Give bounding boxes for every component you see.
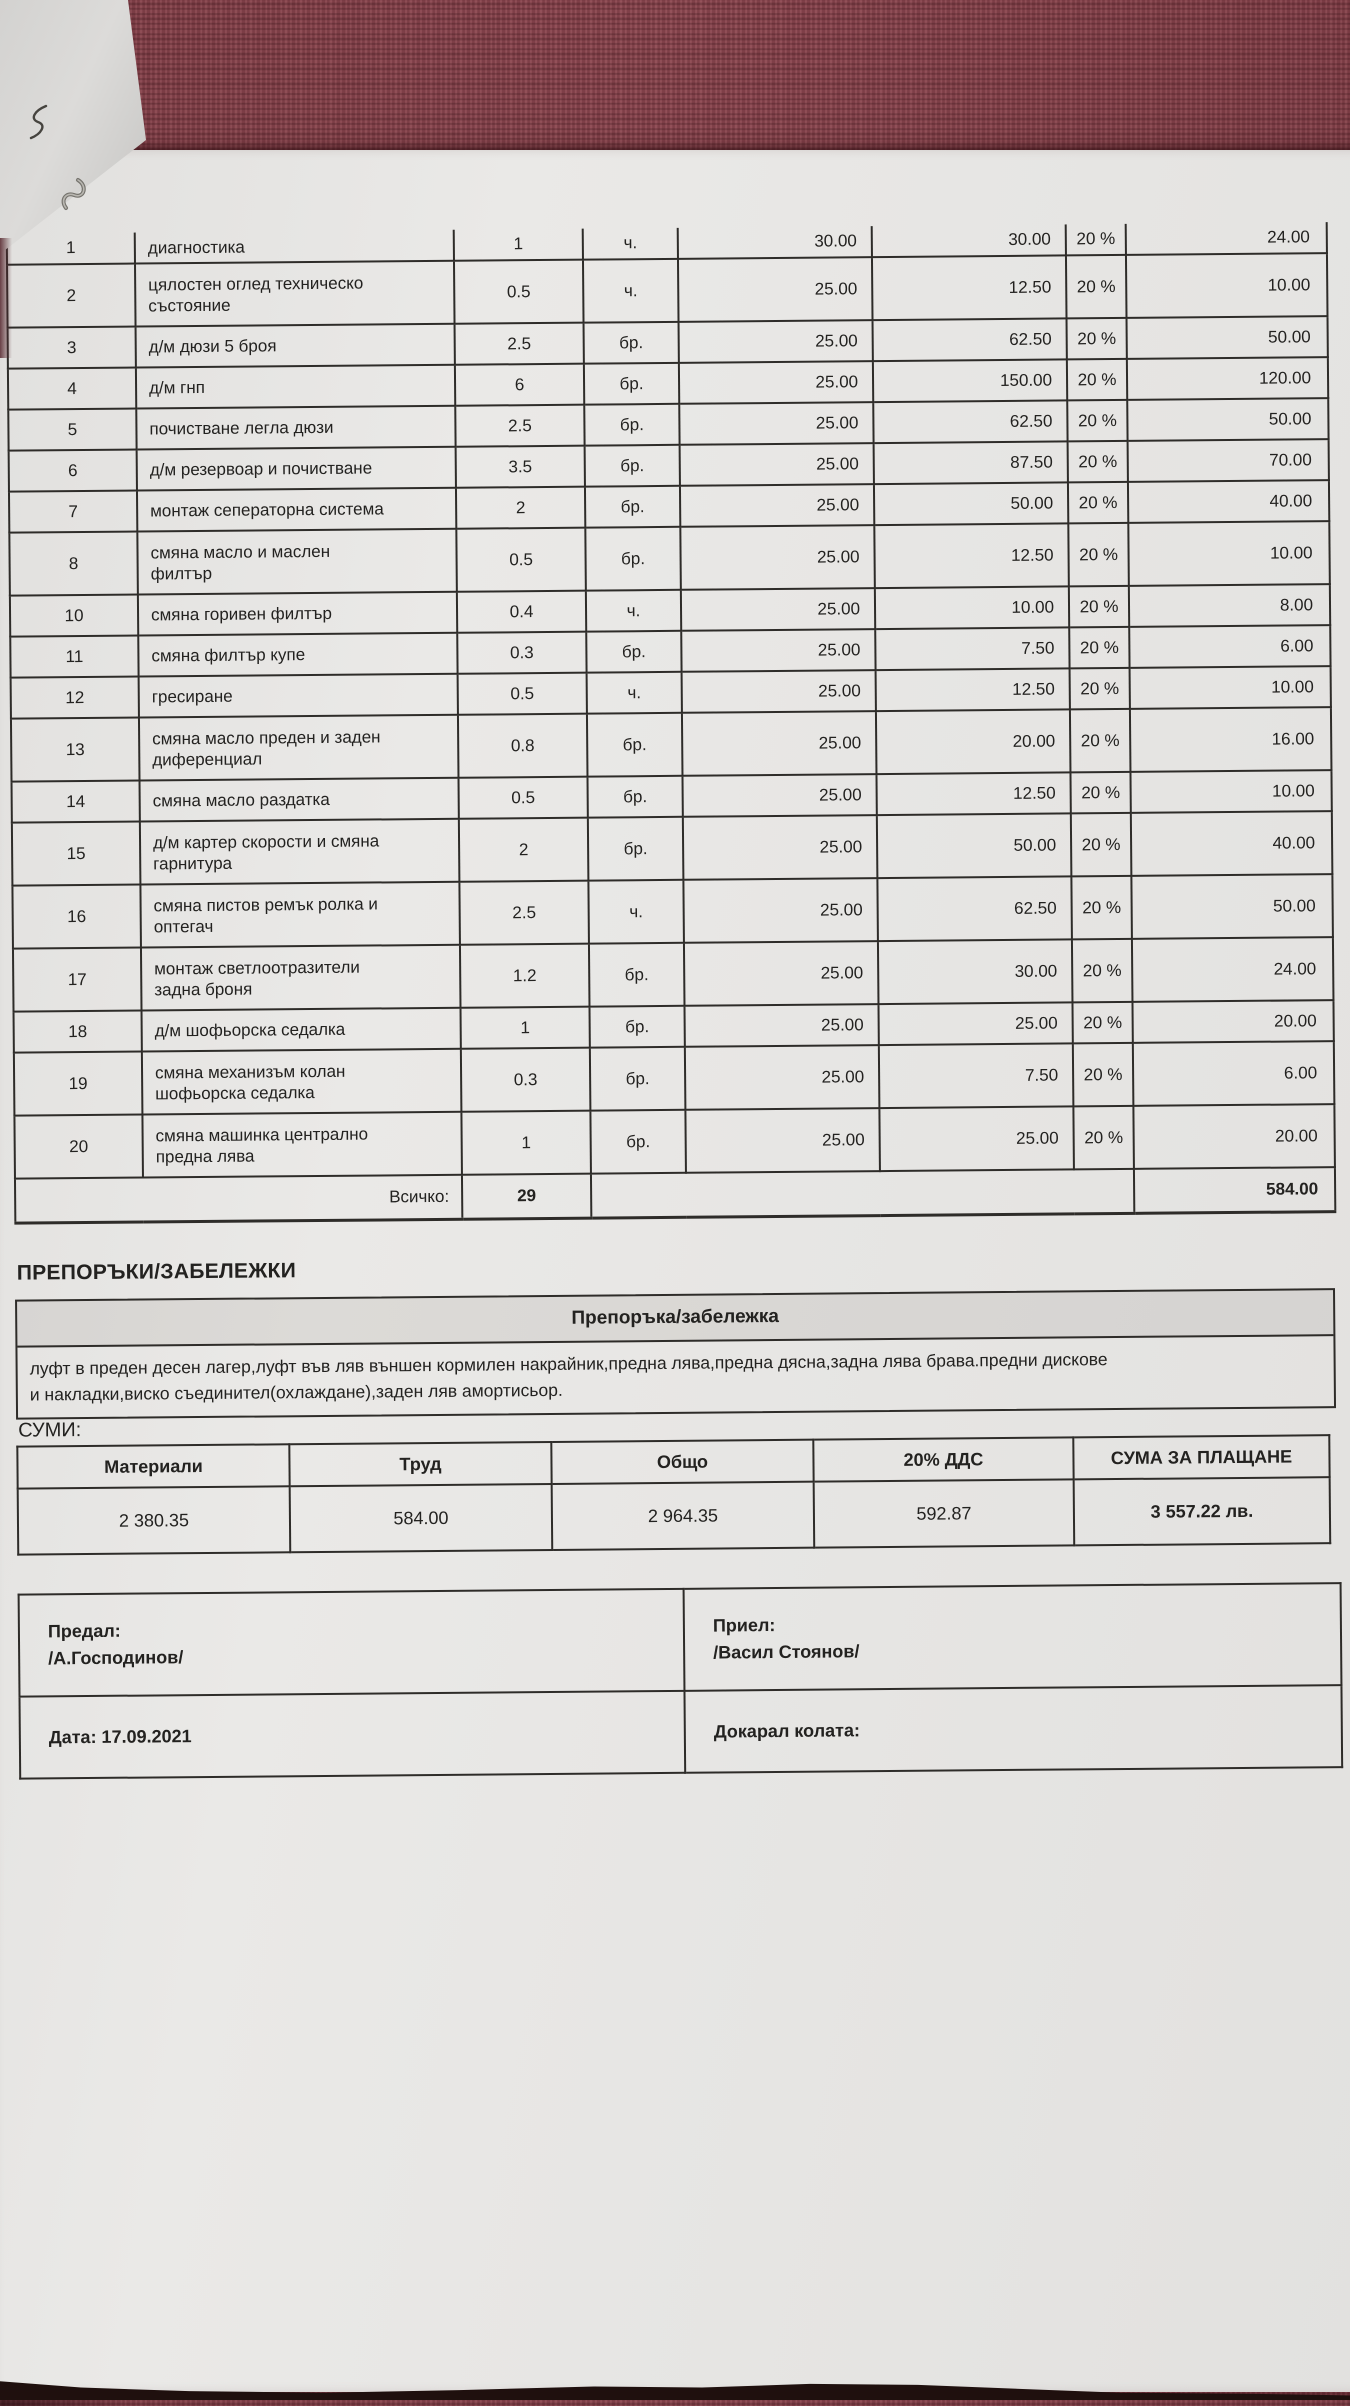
cell-vat: 20 % — [1069, 586, 1129, 628]
cell-desc: смяна механизъм колан шофьорска седалка — [142, 1049, 462, 1115]
received-cell — [684, 1583, 1342, 1691]
cell-no: 20 — [14, 1115, 143, 1179]
cell-price: 25.00 — [682, 711, 877, 776]
recommendations-box — [15, 1288, 1336, 1420]
cell-total: 50.00 — [874, 482, 1068, 525]
cell-price: 25.00 — [678, 257, 873, 322]
cell-unit: бр. — [587, 776, 682, 818]
cell-total: 25.00 — [879, 1106, 1074, 1171]
cell-price: 25.00 — [680, 525, 875, 590]
cell-total: 12.50 — [874, 523, 1069, 588]
cell-total: 62.50 — [873, 318, 1067, 361]
cell-desc: д/м гнп — [136, 365, 455, 409]
cell-desc: д/м резервоар и почистване — [137, 447, 456, 491]
cell-qty: 0.8 — [458, 714, 588, 778]
cell-qty: 0.5 — [458, 673, 587, 715]
cell-desc: цялостен оглед техническо състояние — [135, 261, 455, 327]
cell-amount: 40.00 — [1131, 811, 1333, 876]
cell-amount: 6.00 — [1129, 625, 1330, 668]
cell-qty: 0.5 — [458, 777, 587, 819]
cell-vat: 20 % — [1069, 627, 1129, 669]
cell-price: 25.00 — [682, 774, 876, 817]
cell-no: 5 — [8, 409, 136, 451]
cell-amount: 10.00 — [1128, 521, 1330, 586]
cell-unit: бр. — [584, 322, 679, 364]
cell-desc: смяна филтър купе — [138, 633, 457, 677]
cell-qty: 2.5 — [455, 405, 584, 447]
cell-qty: 0.4 — [457, 591, 586, 633]
cell-no: 2 — [7, 264, 136, 328]
received-name: /Васил Стоянов/ — [713, 1641, 860, 1663]
cell-amount: 10.00 — [1126, 253, 1328, 318]
cell-vat: 20 % — [1070, 668, 1130, 710]
cell-qty: 0.3 — [461, 1048, 591, 1112]
cell-amount: 10.00 — [1130, 666, 1331, 709]
sums-header-labor: Труд — [289, 1442, 551, 1486]
table-row — [12, 811, 1332, 886]
cell-price: 25.00 — [684, 941, 879, 1006]
cell-no: 3 — [8, 327, 136, 369]
cell-vat: 20 % — [1068, 441, 1128, 483]
table-row — [13, 937, 1333, 1012]
cell-unit: бр. — [590, 1110, 686, 1174]
table-row — [12, 874, 1332, 949]
cell-price: 25.00 — [679, 320, 873, 363]
cell-total: 20.00 — [876, 709, 1071, 774]
sums-value-labor: 584.00 — [290, 1484, 553, 1552]
cell-no: 1 — [7, 233, 135, 265]
cell-unit: ч. — [583, 228, 678, 260]
cell-amount: 50.00 — [1131, 874, 1333, 939]
sums-section-title: СУМИ: — [18, 1419, 82, 1442]
cell-no: 16 — [12, 885, 141, 949]
cell-no: 10 — [10, 595, 138, 637]
cell-desc: д/м дюзи 5 броя — [136, 324, 455, 368]
sums-header-total: Общо — [551, 1440, 813, 1484]
cell-vat: 20 % — [1073, 1043, 1134, 1107]
cell-vat: 20 % — [1071, 813, 1132, 877]
sums-header-materials: Материали — [17, 1444, 289, 1488]
cell-qty: 3.5 — [456, 446, 585, 488]
cell-desc: смяна масло преден и заден диференциал — [139, 715, 459, 781]
cell-total: 7.50 — [875, 627, 1069, 670]
cell-vat: 20 % — [1070, 772, 1130, 814]
sums-table — [16, 1434, 1331, 1555]
cell-price: 25.00 — [685, 1045, 880, 1110]
total-label: Всичко: — [15, 1175, 462, 1223]
handed-over-cell — [19, 1589, 685, 1697]
recommendations-text — [17, 1336, 1334, 1417]
cell-amount: 10.00 — [1130, 770, 1331, 813]
cell-no: 4 — [8, 368, 136, 410]
date-cell: Дата: 17.09.2021 — [19, 1691, 685, 1779]
recommendations-text-line-2: и накладки,виско съединител(охлаждане),заден ляв амортисьор. — [29, 1379, 563, 1405]
cell-price: 25.00 — [679, 402, 873, 445]
cell-no: 8 — [9, 532, 138, 596]
handed-over-label: Предал: — [47, 1620, 121, 1642]
paper-left-edge-shadow — [0, 238, 12, 358]
cell-qty: 0.3 — [457, 632, 586, 674]
recommendations-box-header: Препоръка/забележка — [17, 1290, 1333, 1347]
cell-qty: 2 — [456, 487, 585, 529]
sums-header-amount-due: СУМА ЗА ПЛАЩАНЕ — [1073, 1435, 1329, 1479]
cell-desc: д/м картер скорости и смяна гарнитура — [140, 819, 460, 885]
cell-amount: 20.00 — [1133, 1104, 1335, 1169]
cell-vat: 20 % — [1068, 482, 1128, 524]
cell-no: 18 — [14, 1011, 142, 1053]
sums-value-total: 2 964.35 — [552, 1482, 815, 1550]
cell-desc: д/м шофьорска седалка — [142, 1008, 461, 1052]
cell-amount: 120.00 — [1127, 357, 1328, 400]
sums-value-amount-due: 3 557.22 лв. — [1074, 1477, 1331, 1545]
signatures-row-1 — [19, 1583, 1342, 1697]
cell-price: 25.00 — [685, 1108, 880, 1173]
brought-car-cell: Докарал колата: — [684, 1685, 1342, 1773]
work-table-body — [7, 222, 1335, 1178]
cell-vat: 20 % — [1067, 359, 1127, 401]
cell-total: 30.00 — [872, 224, 1066, 257]
cell-total: 30.00 — [878, 939, 1073, 1004]
sums-header-vat: 20% ДДС — [813, 1437, 1073, 1481]
table-row — [14, 1041, 1334, 1116]
cell-price: 25.00 — [680, 484, 874, 527]
cell-total: 25.00 — [878, 1002, 1072, 1045]
cell-total: 62.50 — [877, 876, 1072, 941]
pen-scribble-mark — [24, 102, 54, 144]
cell-qty: 2 — [459, 818, 589, 882]
cell-vat: 20 % — [1073, 1106, 1134, 1170]
cell-vat: 20 % — [1071, 876, 1132, 940]
cell-vat: 20 % — [1068, 523, 1129, 587]
cell-unit: бр. — [589, 943, 685, 1007]
cell-desc: диагностика — [135, 230, 454, 264]
cell-unit: бр. — [584, 404, 679, 446]
cell-qty: 1 — [461, 1007, 590, 1049]
cell-vat: 20 % — [1067, 318, 1127, 360]
cell-desc: смяна пистов ремък ролка и оптегач — [140, 882, 460, 948]
cell-unit: бр. — [588, 817, 684, 881]
cell-amount: 50.00 — [1127, 316, 1328, 359]
cell-no: 14 — [12, 781, 140, 823]
sums-value-materials: 2 380.35 — [18, 1486, 291, 1554]
cell-vat: 20 % — [1066, 224, 1126, 256]
work-items-table — [6, 222, 1337, 1224]
cell-desc: монтаж сеператорна система — [137, 488, 456, 532]
cell-price: 25.00 — [683, 878, 878, 943]
cell-price: 25.00 — [681, 588, 875, 631]
cell-total: 7.50 — [879, 1043, 1074, 1108]
cell-qty: 1 — [454, 229, 583, 261]
cell-amount: 50.00 — [1127, 398, 1328, 441]
cell-unit: бр. — [589, 1006, 684, 1048]
cell-price: 25.00 — [683, 815, 878, 880]
cell-desc: смяна машинка централно предна лява — [142, 1112, 462, 1178]
cell-amount: 24.00 — [1126, 222, 1327, 255]
cell-unit: бр. — [590, 1047, 686, 1111]
cell-desc: гресиране — [139, 674, 458, 718]
cell-amount: 40.00 — [1128, 480, 1329, 523]
recommendations-section-title: ПРЕПОРЪКИ/ЗАБЕЛЕЖКИ — [16, 1259, 297, 1285]
cell-desc: смяна масло и маслен филтър — [137, 529, 457, 595]
staple-icon — [58, 168, 94, 214]
table-row — [11, 707, 1331, 782]
cell-no: 6 — [9, 450, 137, 492]
cell-desc: смяна масло раздатка — [140, 778, 459, 822]
recommendations-text-line-1: луфт в преден десен лагер,луфт във ляв външен кормилен накрайник,предна лява,предна дясна,задна лява брава.предни дискове — [29, 1349, 1108, 1379]
cell-price: 25.00 — [680, 443, 874, 486]
cell-price: 25.00 — [681, 629, 875, 672]
cell-total: 10.00 — [875, 586, 1069, 629]
cell-unit: бр. — [587, 713, 683, 777]
cell-qty: 1.2 — [460, 944, 590, 1008]
cell-total: 12.50 — [876, 772, 1070, 815]
cell-amount: 6.00 — [1133, 1041, 1335, 1106]
cell-amount: 20.00 — [1132, 1000, 1333, 1043]
cell-total: 150.00 — [873, 359, 1067, 402]
cell-total: 12.50 — [872, 255, 1067, 320]
sums-values-row — [18, 1477, 1331, 1554]
sums-value-vat: 592.87 — [814, 1479, 1075, 1547]
table-row — [7, 253, 1327, 328]
cell-qty: 2.5 — [459, 881, 589, 945]
cell-total: 50.00 — [877, 813, 1072, 878]
handed-over-name: /А.Господинов/ — [48, 1647, 184, 1669]
cell-unit: бр. — [584, 363, 679, 405]
cell-no: 13 — [11, 718, 140, 782]
cell-amount: 8.00 — [1129, 584, 1330, 627]
cell-total: 87.50 — [874, 441, 1068, 484]
cell-no: 19 — [14, 1052, 143, 1116]
cell-price: 25.00 — [684, 1004, 878, 1047]
cell-qty: 6 — [455, 364, 584, 406]
table-row — [9, 521, 1329, 596]
cell-amount: 16.00 — [1130, 707, 1332, 772]
received-label: Приел: — [712, 1615, 776, 1636]
cell-vat: 20 % — [1066, 255, 1127, 319]
cell-vat: 20 % — [1072, 1002, 1132, 1044]
cell-unit: ч. — [588, 880, 684, 944]
cell-unit: бр. — [585, 445, 680, 487]
cell-desc: смяна горивен филтър — [138, 592, 457, 636]
cell-vat: 20 % — [1072, 939, 1133, 1003]
cell-total: 12.50 — [876, 668, 1070, 711]
cell-amount: 24.00 — [1132, 937, 1334, 1002]
cell-no: 17 — [13, 948, 142, 1012]
cell-price: 30.00 — [678, 226, 872, 259]
cell-total: 62.50 — [873, 400, 1067, 443]
signatures-row-2 — [19, 1685, 1342, 1779]
cell-no: 11 — [10, 636, 138, 678]
cell-no: 7 — [9, 491, 137, 533]
cell-price: 25.00 — [682, 670, 876, 713]
cell-vat: 20 % — [1070, 709, 1131, 773]
cell-qty: 0.5 — [454, 260, 584, 324]
total-qty-value: 29 — [462, 1174, 591, 1219]
cell-price: 25.00 — [679, 361, 873, 404]
cell-unit: ч. — [583, 259, 679, 323]
cell-unit: бр. — [586, 631, 681, 673]
total-amount-value: 584.00 — [1134, 1167, 1335, 1213]
table-row — [14, 1104, 1334, 1179]
cell-vat: 20 % — [1067, 400, 1127, 442]
cell-unit: бр. — [585, 527, 681, 591]
signatures-table — [18, 1582, 1344, 1780]
total-empty-cell — [591, 1169, 1134, 1218]
cell-no: 15 — [12, 822, 141, 886]
cell-amount: 70.00 — [1128, 439, 1329, 482]
cell-unit: ч. — [587, 672, 682, 714]
cell-qty: 0.5 — [456, 528, 586, 592]
cell-no: 12 — [11, 677, 139, 719]
cell-unit: ч. — [586, 590, 681, 632]
cell-desc: почистване легла дюзи — [136, 406, 455, 450]
cell-desc: монтаж светлоотразители задна броня — [141, 945, 461, 1011]
cell-unit: бр. — [585, 486, 680, 528]
cell-qty: 2.5 — [455, 323, 584, 365]
cell-qty: 1 — [461, 1111, 591, 1175]
